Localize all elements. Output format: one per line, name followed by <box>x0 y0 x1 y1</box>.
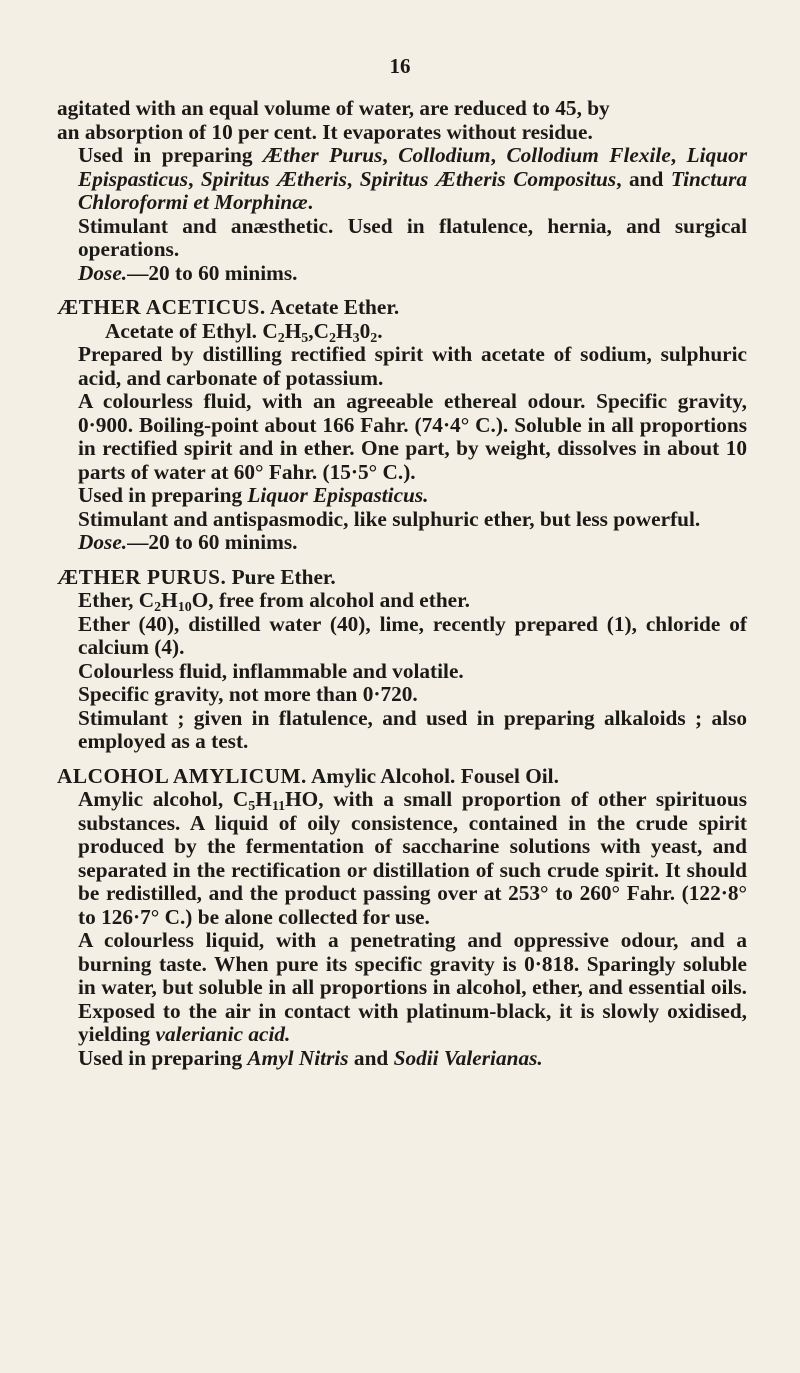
entry-action: Stimulant and antispasmodic, like sulphuric ether, but less powerful. <box>78 506 701 531</box>
entry-name: ÆTHER PURUS. <box>57 564 227 589</box>
entry-english-name: Amylic Alcohol. Fousel Oil. <box>311 763 559 788</box>
entry-alcohol-amylicum <box>57 765 747 1071</box>
used-in-item: Spiritus Ætheris Compositus <box>359 166 617 191</box>
entry-description <box>57 929 747 1047</box>
entry-description: A colourless fluid, with an agreeable ethereal odour. Specific gravity, 0·900. Boiling-point about 166 Fahr. (74·4° C.). Soluble in all proportions in rectified spirit and in ether. One part, by weight, dissolves in about 10 parts of water at 60° Fahr. (15·5° C.). <box>78 389 747 484</box>
intro-line-1: agitated with an equal volume of water, are reduced to 45, by <box>57 96 610 120</box>
entry-english-name: Pure Ether. <box>231 564 336 589</box>
used-in-prefix: Used in preparing <box>78 143 264 167</box>
used-in-item: Sodii Valerianas. <box>393 1045 543 1070</box>
used-in-item: Liquor Epispasticus. <box>247 483 429 507</box>
formula-prefix: Amylic alcohol, <box>78 787 233 811</box>
used-in-item: Liquor Epispasticus <box>78 143 748 191</box>
dose-label: Dose. <box>78 530 128 554</box>
entry-dose <box>57 531 747 555</box>
entry-used-in <box>57 484 747 508</box>
intro-line-2: an absorption of 10 per cent. It evaporates without residue. <box>57 119 593 144</box>
used-in-item: Amyl Nitris <box>247 1045 349 1070</box>
formula-prefix: Ether, <box>78 588 139 612</box>
used-in-prefix: Used in preparing <box>78 483 248 507</box>
used-in-item: Æther Purus <box>263 143 383 167</box>
entry-used-in <box>57 1047 747 1071</box>
entry-formula-line <box>57 788 747 929</box>
chemical-formula: $C_5H_{11}HO$ <box>232 787 319 814</box>
entry-formula-line <box>57 589 747 613</box>
entry-heading <box>57 566 747 590</box>
used-in-item: Tinctura Chloroformi et Morphinæ <box>78 166 748 214</box>
used-in-item: Collodium Flexile <box>506 143 671 167</box>
dose-label: Dose. <box>78 260 128 285</box>
intro-section <box>57 97 747 285</box>
chemical-formula: $C_2H_{10}O$ <box>138 588 209 615</box>
entry-description: Colourless fluid, inflammable and volatile. <box>78 658 464 683</box>
entry-aether-aceticus <box>57 296 747 555</box>
intro-used-in: Used in preparing Æther Purus, Collodium, Collodium Flexile, Liquor Epispasticus, Spiritus Ætheris, Spiritus Ætheris Compositus, and Tinctura Chloroformi et Morphinæ. <box>78 143 748 214</box>
description-text: A colourless liquid, with a penetrating and oppressive odour, and a burning taste. When pure its specific gravity is 0·818. Sparingly soluble in water, but soluble in all proportions in alcohol, ether, and essential oils. Exposed to the air in contact with platinum-black, it is slowly oxidised, yielding <box>78 928 747 1046</box>
used-in-conjunction: and <box>348 1045 394 1070</box>
intro-dose <box>57 262 747 286</box>
used-in-prefix: Used in preparing <box>78 1045 248 1070</box>
intro-action: Stimulant and anæsthetic. Used in flatulence, hernia, and surgical operations. <box>78 213 747 261</box>
description-italic: valerianic acid. <box>155 1022 291 1046</box>
entry-action: Stimulant ; given in flatulence, and used in preparing alkaloids ; also employed as a test. <box>78 705 747 753</box>
entry-specific-gravity: Specific gravity, not more than 0·720. <box>78 682 418 706</box>
entry-heading <box>57 296 747 320</box>
entry-heading <box>57 765 747 789</box>
dose-value: —20 to 60 minims. <box>127 530 298 554</box>
entry-aether-purus <box>57 566 747 754</box>
entry-name: ÆTHER ACETICUS. <box>57 295 266 319</box>
formula-label: Acetate of Ethyl. <box>105 318 257 343</box>
used-in-item: Collodium <box>398 143 491 167</box>
entry-name: ALCOHOL AMYLICUM. <box>57 763 307 788</box>
entry-english-name: Acetate Ether. <box>269 295 400 319</box>
page-number: 16 <box>389 54 411 78</box>
formula-suffix: , with a small proportion of other spirituous substances. A liquid of oily consistence, contained in the crude spirit produced by the fermentation of saccharine solutions with yeast, and separated in the rectification or distillation of such crude spirit. It should be redistilled, and the product passing over at 253° to 260° Fahr. (122·8° to 126·7° C.) be alone collected for use. <box>78 787 747 929</box>
formula-suffix: , free from alcohol and ether. <box>208 588 470 612</box>
dose-value: —20 to 60 minims. <box>127 260 298 285</box>
entry-formula-line <box>57 320 747 344</box>
entry-preparation: Ether (40), distilled water (40), lime, recently prepared (1), chloride of calcium (4). <box>78 611 747 659</box>
used-in-item: Spiritus Ætheris <box>200 166 347 191</box>
chemical-formula: $C_2H_5,C_2H_30_2$. <box>262 318 383 346</box>
page-content <box>57 97 747 1070</box>
entry-preparation: Prepared by distilling rectified spirit with acetate of sodium, sulphuric acid, and carbonate of potassium. <box>78 342 747 390</box>
